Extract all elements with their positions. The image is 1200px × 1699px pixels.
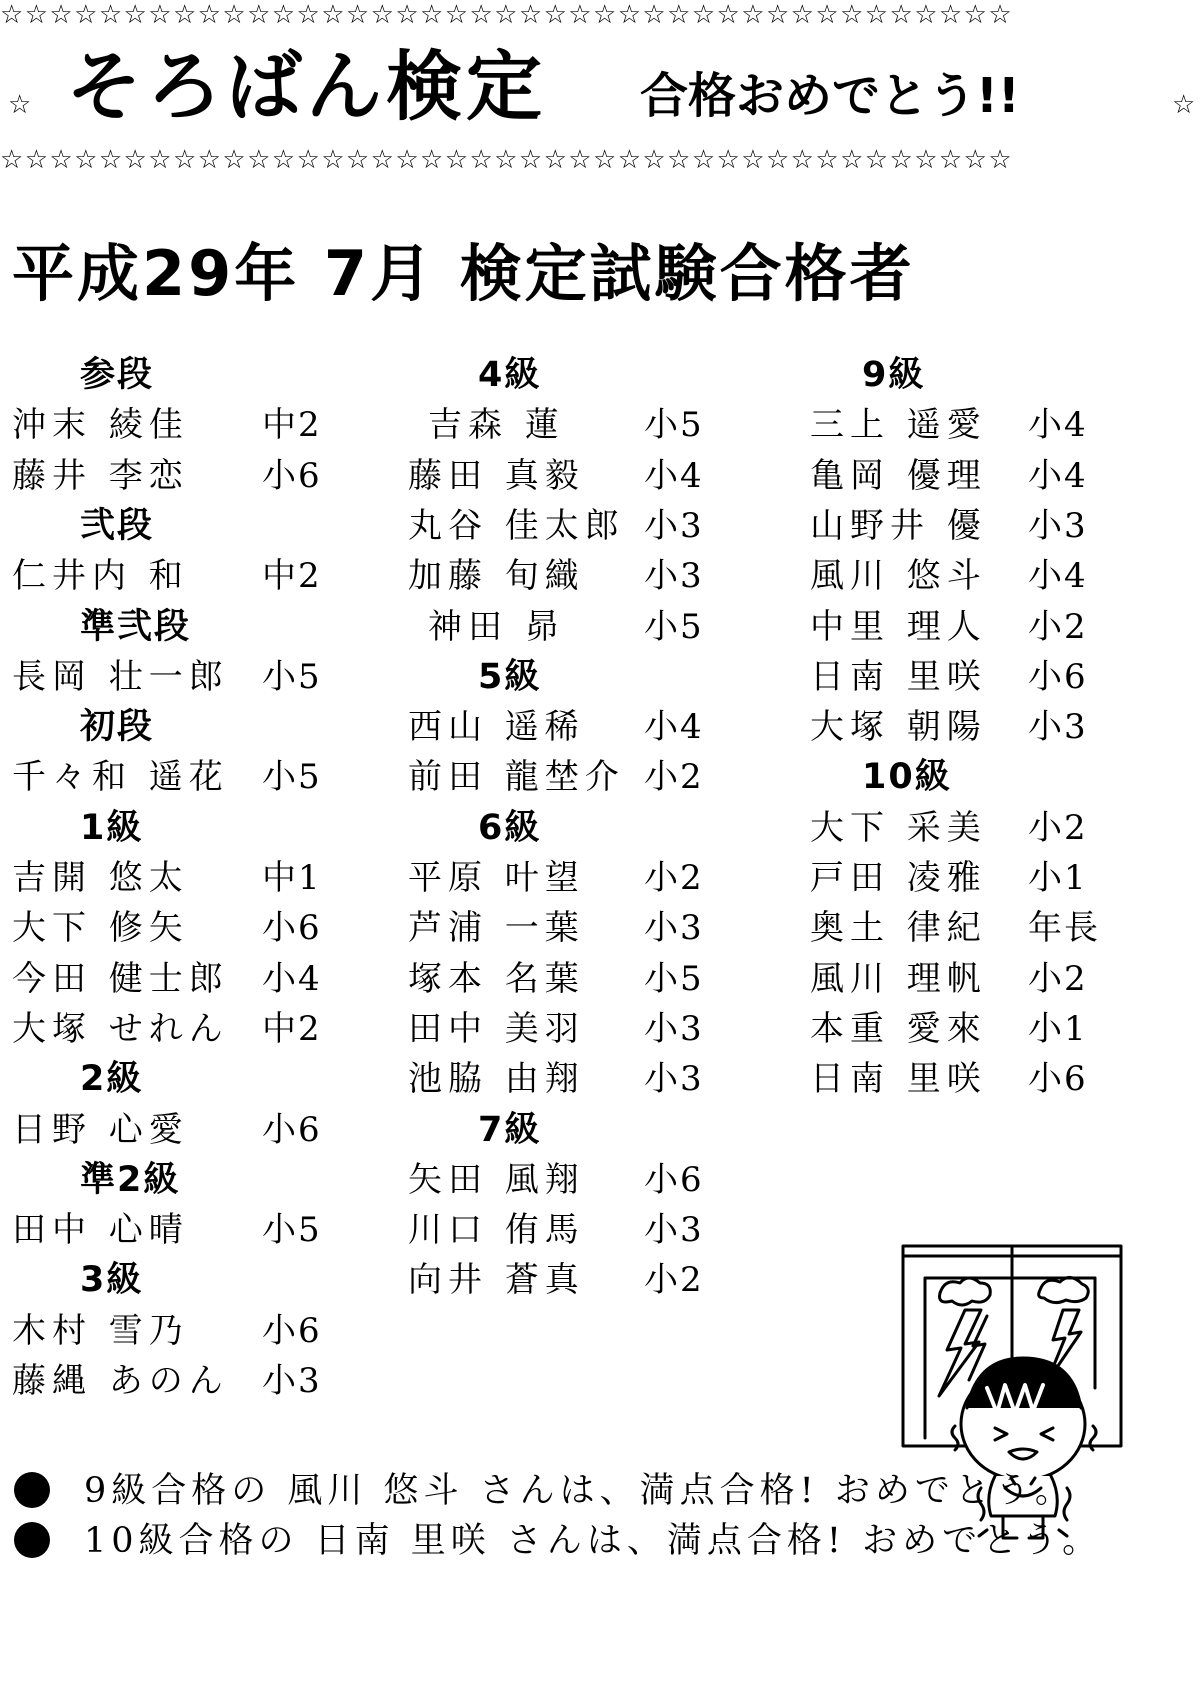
note-text: 10級合格の 日南 里咲 さんは、満点合格! おめでとう。 [84,1521,1103,1561]
passer-name: 藤縄 あのん [12,1361,229,1401]
left-star-icon: ☆ [8,90,32,120]
grade-heading: 1級 [80,808,144,848]
passer-school-grade: 小4 [1028,556,1088,596]
passer-school-grade: 小3 [644,506,704,546]
passer-name: 長岡 壮一郎 [12,657,229,697]
passer-name: 芦浦 一葉 [408,908,585,948]
passer-school-grade: 小3 [644,1059,704,1099]
passer-name: 西山 遥稀 [408,707,585,747]
passer-school-grade: 小2 [644,1260,704,1300]
passer-name: 奥土 律紀 [810,908,987,948]
grade-heading: 弐段 [80,506,155,546]
passer-school-grade: 小4 [1028,405,1088,445]
grade-heading: 7級 [478,1110,542,1150]
passer-name: 山野井 優 [810,506,987,546]
passer-school-grade: 小6 [1028,1059,1088,1099]
bottom-star-border: ☆☆☆☆☆☆☆☆☆☆☆☆☆☆☆☆☆☆☆☆☆☆☆☆☆☆☆☆☆☆☆☆☆☆☆☆☆☆☆☆☆ [0,145,1014,175]
perfect-score-note-1 [14,1464,1075,1518]
passer-school-grade: 小4 [1028,456,1088,496]
passer-school-grade: 小3 [644,556,704,596]
passer-school-grade: 小2 [1028,607,1088,647]
passer-school-grade: 小6 [644,1160,704,1200]
passer-name: 前田 龍埜介 [408,757,625,797]
grade-heading: 4級 [478,355,542,395]
passer-school-grade: 中2 [262,405,322,445]
exam-heading: 平成29年 7月 検定試験合格者 [12,237,915,310]
passer-name: 川口 侑馬 [408,1210,585,1250]
passer-name: 中里 理人 [810,607,987,647]
passer-school-grade: 小1 [1028,858,1088,898]
passer-name: 戸田 凌雅 [810,858,987,898]
passer-school-grade: 小3 [262,1361,322,1401]
passer-school-grade: 中2 [262,1009,322,1049]
passer-name: 田中 心晴 [12,1210,189,1250]
passer-school-grade: 小6 [262,1311,322,1351]
passer-school-grade: 年長 [1028,908,1100,948]
passer-name: 風川 理帆 [810,959,987,999]
passer-name: 藤井 李恋 [12,456,189,496]
passer-name: 塚本 名葉 [408,959,585,999]
passer-name: 矢田 風翔 [408,1160,585,1200]
page-title: そろばん検定 [66,42,546,131]
grade-heading: 5級 [478,657,542,697]
passer-name: 風川 悠斗 [810,556,987,596]
bullet-icon [14,1522,50,1558]
passer-name: 日南 里咲 [810,657,987,697]
passer-name: 加藤 旬織 [408,556,585,596]
passer-school-grade: 中1 [262,858,322,898]
grade-heading: 9級 [862,355,926,395]
passer-name: 池脇 由翔 [408,1059,585,1099]
grade-heading: 準弐段 [80,607,192,647]
passer-school-grade: 小2 [1028,808,1088,848]
bullet-icon [14,1472,50,1508]
note-text: 9級合格の 風川 悠斗 さんは、満点合格! おめでとう。 [84,1471,1075,1511]
passer-name: 大下 采美 [810,808,987,848]
passer-name: 田中 美羽 [408,1009,585,1049]
passer-school-grade: 小1 [1028,1009,1088,1049]
passer-school-grade: 小5 [644,607,704,647]
passer-school-grade: 小2 [644,757,704,797]
grade-heading: 参段 [80,355,155,395]
passer-school-grade: 小5 [262,657,322,697]
grade-heading: 準2級 [80,1160,181,1200]
passer-school-grade: 小3 [644,908,704,948]
passer-school-grade: 小2 [644,858,704,898]
passer-name: 大塚 朝陽 [810,707,987,747]
passer-school-grade: 小3 [1028,707,1088,747]
passer-name: 大塚 せれん [12,1009,229,1049]
passer-school-grade: 小5 [262,757,322,797]
passer-school-grade: 小4 [262,959,322,999]
passer-name: 三上 遥愛 [810,405,987,445]
passer-name: 本重 愛來 [810,1009,987,1049]
perfect-score-note-2 [14,1514,1102,1568]
grade-heading: 初段 [80,707,155,747]
passer-name: 吉森 蓮 [428,405,565,445]
grade-heading: 3級 [80,1260,144,1300]
passer-school-grade: 小3 [644,1210,704,1250]
passer-name: 吉開 悠太 [12,858,189,898]
passer-school-grade: 中2 [262,556,322,596]
top-star-border: ☆☆☆☆☆☆☆☆☆☆☆☆☆☆☆☆☆☆☆☆☆☆☆☆☆☆☆☆☆☆☆☆☆☆☆☆☆☆☆☆☆ [0,0,1014,30]
passer-school-grade: 小4 [644,456,704,496]
passer-school-grade: 小5 [262,1210,322,1250]
passer-name: 平原 叶望 [408,858,585,898]
passer-name: 沖末 綾佳 [12,405,189,445]
passer-name: 日南 里咲 [810,1059,987,1099]
passer-school-grade: 小6 [262,456,322,496]
passer-name: 千々和 遥花 [12,757,229,797]
passer-name: 向井 蒼真 [408,1260,585,1300]
passer-name: 亀岡 優理 [810,456,987,496]
passer-name: 仁井内 和 [12,556,189,596]
passer-name: 丸谷 佳太郎 [408,506,625,546]
passer-name: 今田 健士郎 [12,959,229,999]
passer-name: 藤田 真毅 [408,456,585,496]
page-subtitle: 合格おめでとう!! [640,68,1020,124]
passer-name: 日野 心愛 [12,1110,189,1150]
passer-school-grade: 小4 [644,707,704,747]
passer-school-grade: 小5 [644,959,704,999]
passer-school-grade: 小3 [1028,506,1088,546]
right-star-icon: ☆ [1172,90,1196,120]
grade-heading: 10級 [862,757,952,797]
passer-school-grade: 小2 [1028,959,1088,999]
passer-name: 神田 昴 [428,607,565,647]
passer-name: 木村 雪乃 [12,1311,189,1351]
passer-school-grade: 小3 [644,1009,704,1049]
grade-heading: 6級 [478,808,542,848]
grade-heading: 2級 [80,1059,144,1099]
passer-school-grade: 小6 [1028,657,1088,697]
passer-school-grade: 小6 [262,908,322,948]
passer-school-grade: 小5 [644,405,704,445]
passer-school-grade: 小6 [262,1110,322,1150]
passer-name: 大下 修矢 [12,908,189,948]
